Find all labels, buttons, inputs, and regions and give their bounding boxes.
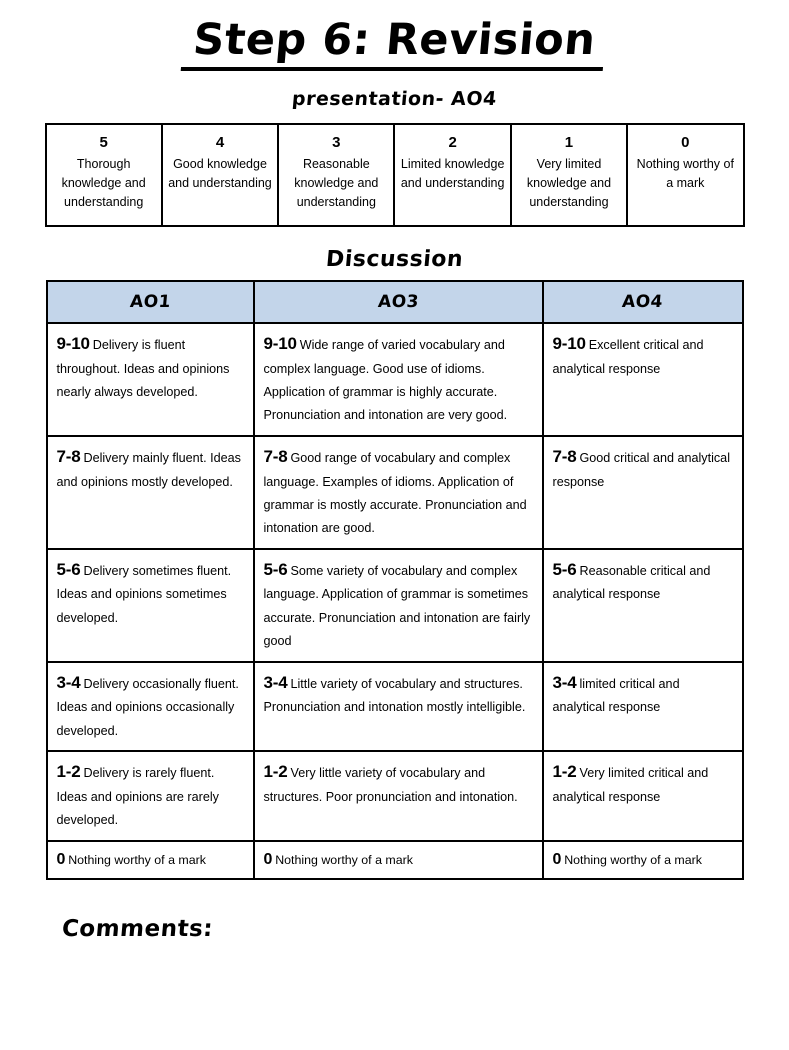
discussion-heading-container bbox=[0, 247, 789, 272]
band-score: 7-8 bbox=[552, 446, 577, 466]
band-score: 1-2 bbox=[56, 762, 81, 782]
mark-cell-2 bbox=[394, 124, 510, 226]
band-score: 1-2 bbox=[552, 762, 577, 782]
mark-score: 5 bbox=[99, 134, 108, 152]
column-header-label: AO3 bbox=[376, 291, 420, 312]
mark-description: Reasonable knowledge and understanding bbox=[294, 156, 379, 210]
table-header-row bbox=[47, 281, 743, 323]
band-score: 1-2 bbox=[263, 762, 288, 782]
table-row bbox=[47, 751, 743, 841]
table-row bbox=[47, 436, 743, 549]
band-description: Reasonable critical and analytical response bbox=[552, 563, 711, 602]
criteria-cell-ao1-7-8 bbox=[47, 436, 254, 549]
criteria-cell-ao4-0 bbox=[543, 841, 743, 879]
criteria-cell-ao3-9-10 bbox=[254, 323, 543, 436]
band-description: Nothing worthy of a mark bbox=[275, 852, 413, 867]
column-header-ao3 bbox=[254, 281, 543, 323]
mark-score: 4 bbox=[215, 134, 225, 152]
criteria-cell-ao4-9-10 bbox=[543, 323, 743, 436]
band-score: 7-8 bbox=[56, 446, 81, 466]
discussion-criteria-table bbox=[46, 280, 744, 880]
band-description: Delivery is fluent throughout. Ideas and opinions nearly always developed. bbox=[56, 337, 230, 399]
column-header-label: AO1 bbox=[128, 291, 172, 312]
band-description: Delivery is rarely fluent. Ideas and opinions are rarely developed. bbox=[56, 766, 219, 828]
table-row bbox=[47, 549, 743, 662]
band-score: 0 bbox=[56, 850, 66, 868]
presentation-marks-table bbox=[45, 123, 745, 227]
table-row bbox=[47, 662, 743, 752]
mark-score: 3 bbox=[332, 134, 341, 152]
table-row bbox=[46, 124, 744, 226]
criteria-cell-ao4-3-4 bbox=[543, 662, 743, 752]
band-score: 0 bbox=[263, 850, 273, 868]
criteria-cell-ao1-9-10 bbox=[47, 323, 254, 436]
band-description: Delivery sometimes fluent. Ideas and opinions sometimes developed. bbox=[56, 563, 232, 625]
band-score: 9-10 bbox=[263, 333, 297, 353]
mark-cell-4 bbox=[162, 124, 278, 226]
band-description: Nothing worthy of a mark bbox=[564, 852, 702, 867]
band-description: Some variety of vocabulary and complex language. Application of grammar is sometimes accurate. Pronunciation and intonation are fairly good bbox=[263, 563, 531, 649]
band-score: 5-6 bbox=[552, 559, 577, 579]
title-container bbox=[0, 15, 789, 71]
band-description: Good range of vocabulary and complex language. Examples of idioms. Application of grammar is mostly accurate. Pronunciation and intonation are good. bbox=[263, 450, 527, 536]
band-description: Very little variety of vocabulary and structures. Poor pronunciation and intonation. bbox=[263, 766, 518, 804]
band-description: Delivery occasionally fluent. Ideas and opinions occasionally developed. bbox=[56, 676, 239, 738]
criteria-cell-ao3-5-6 bbox=[254, 549, 543, 662]
column-header-ao4 bbox=[543, 281, 743, 323]
band-description: Delivery mainly fluent. Ideas and opinions mostly developed. bbox=[56, 450, 241, 489]
criteria-cell-ao4-7-8 bbox=[543, 436, 743, 549]
criteria-cell-ao1-3-4 bbox=[47, 662, 254, 752]
subtitle-container bbox=[0, 88, 789, 110]
comments-label: Comments: bbox=[60, 915, 215, 942]
band-score: 9-10 bbox=[552, 333, 586, 353]
band-score: 7-8 bbox=[263, 446, 288, 466]
criteria-cell-ao4-1-2 bbox=[543, 751, 743, 841]
band-score: 3-4 bbox=[56, 672, 81, 692]
mark-description: Very limited knowledge and understanding bbox=[526, 156, 612, 210]
page-title: Step 6: Revision bbox=[181, 18, 608, 71]
table-row bbox=[47, 841, 743, 879]
criteria-cell-ao1-1-2 bbox=[47, 751, 254, 841]
band-score: 5-6 bbox=[263, 559, 288, 579]
band-description: Excellent critical and analytical response bbox=[552, 337, 704, 376]
mark-description: Limited knowledge and understanding bbox=[400, 156, 505, 191]
criteria-cell-ao3-7-8 bbox=[254, 436, 543, 549]
criteria-cell-ao1-5-6 bbox=[47, 549, 254, 662]
band-description: limited critical and analytical response bbox=[552, 676, 680, 715]
mark-cell-0 bbox=[627, 124, 743, 226]
band-description: Nothing worthy of a mark bbox=[68, 852, 206, 867]
mark-cell-1 bbox=[511, 124, 627, 226]
mark-score: 0 bbox=[681, 134, 690, 152]
mark-score: 2 bbox=[448, 134, 457, 152]
band-score: 3-4 bbox=[552, 672, 577, 692]
band-score: 9-10 bbox=[56, 333, 90, 353]
column-header-label: AO4 bbox=[621, 291, 664, 312]
mark-description: Nothing worthy of a mark bbox=[636, 156, 734, 191]
band-description: Little variety of vocabulary and structures. Pronunciation and intonation mostly intelligible. bbox=[263, 676, 526, 715]
mark-score: 1 bbox=[564, 134, 574, 152]
band-score: 5-6 bbox=[56, 559, 81, 579]
band-description: Very limited critical and analytical response bbox=[552, 766, 709, 804]
criteria-cell-ao3-3-4 bbox=[254, 662, 543, 752]
band-description: Good critical and analytical response bbox=[552, 450, 730, 489]
mark-description: Good knowledge and understanding bbox=[168, 156, 272, 191]
criteria-cell-ao3-0 bbox=[254, 841, 543, 879]
discussion-heading: Discussion bbox=[324, 246, 465, 272]
comments-section bbox=[62, 916, 789, 942]
mark-cell-5 bbox=[46, 124, 162, 226]
band-score: 3-4 bbox=[263, 672, 288, 692]
table-row bbox=[47, 323, 743, 436]
criteria-cell-ao4-5-6 bbox=[543, 549, 743, 662]
criteria-cell-ao3-1-2 bbox=[254, 751, 543, 841]
mark-description: Thorough knowledge and understanding bbox=[61, 156, 146, 210]
mark-cell-3 bbox=[278, 124, 394, 226]
criteria-cell-ao1-0 bbox=[47, 841, 254, 879]
column-header-ao1 bbox=[47, 281, 254, 323]
page-subtitle: presentation- AO4 bbox=[291, 88, 498, 111]
band-description: Wide range of varied vocabulary and complex language. Good use of idioms. Application of grammar is highly accurate. Pronunciation and intonation are very good. bbox=[263, 337, 508, 423]
band-score: 0 bbox=[552, 850, 562, 868]
